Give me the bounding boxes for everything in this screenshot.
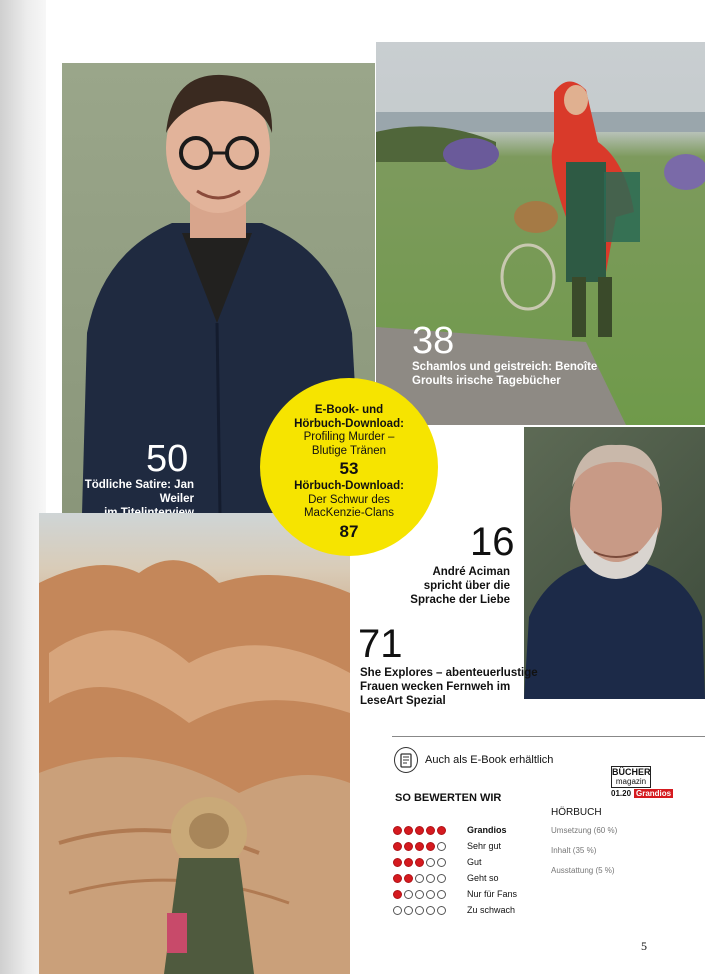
rating-dot-filled-icon [393, 858, 402, 867]
rating-dot-empty-icon [415, 906, 424, 915]
rating-row [393, 871, 448, 886]
rating-dot-filled-icon [404, 826, 413, 835]
hoerbuch-criterion: Ausstattung (5 %) [551, 866, 615, 875]
rating-dot-filled-icon [437, 826, 446, 835]
ebook-icon [394, 747, 418, 773]
explores-caption-line2: Frauen wecken Fernweh im [360, 681, 511, 693]
rating-dot-empty-icon [437, 874, 446, 883]
rating-label: Geht so [467, 873, 499, 883]
rating-label: Grandios [467, 825, 507, 835]
bubble-line3: Profiling Murder – [303, 431, 395, 443]
rating-dot-empty-icon [437, 906, 446, 915]
rating-dot-empty-icon [404, 890, 413, 899]
rating-dot-filled-icon [426, 826, 435, 835]
groult-page-number: 38 [412, 320, 455, 362]
rating-dot-filled-icon [426, 842, 435, 851]
weiler-caption-line1: Tödliche Satire: Jan Weiler [84, 479, 194, 505]
rating-dot-filled-icon [415, 842, 424, 851]
photo-andre-aciman [524, 427, 705, 699]
bubble-line7: MacKenzie-Clans [303, 507, 395, 519]
groult-caption [412, 360, 597, 388]
rating-dot-filled-icon [393, 874, 402, 883]
hoerbuch-criterion: Inhalt (35 %) [551, 846, 597, 855]
logo-badge: Grandios [636, 789, 672, 798]
ebook-available-text: Auch als E-Book erhältlich [425, 754, 554, 766]
explores-caption [360, 666, 538, 708]
bubble-page-number-2: 87 [339, 521, 359, 541]
rating-dot-empty-icon [404, 906, 413, 915]
desert-illustration [39, 513, 350, 974]
rating-dot-filled-icon [404, 842, 413, 851]
aciman-caption [380, 565, 510, 607]
rating-dot-empty-icon [437, 890, 446, 899]
rating-label: Nur für Fans [467, 889, 518, 899]
rating-dot-filled-icon [393, 842, 402, 851]
buecher-magazin-logo [611, 766, 651, 788]
rating-dot-empty-icon [426, 858, 435, 867]
logo-issue: 01.20 [611, 789, 632, 798]
aciman-caption-line2: spricht über die [423, 580, 510, 592]
legend-divider [392, 736, 705, 737]
rating-row [393, 887, 448, 902]
bubble-line1: E-Book- und [314, 404, 384, 416]
rating-dot-empty-icon [426, 890, 435, 899]
logo-mid-text: magazin [615, 777, 647, 786]
bubble-line2: Hörbuch-Download: [294, 417, 404, 430]
rating-dot-empty-icon [393, 906, 402, 915]
groult-caption-line2: Groults irische Tagebücher [412, 375, 561, 387]
rating-dot-filled-icon [404, 874, 413, 883]
rating-label: Zu schwach [467, 905, 516, 915]
aciman-caption-line3: Sprache der Liebe [410, 594, 510, 606]
explores-caption-line3: LeseArt Spezial [360, 695, 446, 707]
photo-desert-explorer [39, 513, 350, 974]
hoerbuch-heading: HÖRBUCH [551, 807, 602, 818]
rating-dot-filled-icon [415, 858, 424, 867]
rating-label: Gut [467, 857, 482, 867]
rating-dot-filled-icon [404, 858, 413, 867]
bubble-line5: Hörbuch-Download: [294, 480, 404, 492]
explores-caption-line1: She Explores – abenteuerlustige [360, 667, 538, 679]
rating-dot-empty-icon [415, 874, 424, 883]
aciman-page-number: 16 [470, 520, 515, 564]
weiler-page-number: 50 [146, 438, 189, 480]
logo-top-text: BÜCHER [612, 767, 651, 777]
aciman-caption-line1: André Aciman [432, 566, 510, 578]
download-bubble [260, 378, 438, 556]
rating-row [393, 855, 448, 870]
hoerbuch-criterion: Umsetzung (60 %) [551, 826, 618, 835]
rating-label: Sehr gut [467, 841, 502, 851]
rating-dot-empty-icon [437, 858, 446, 867]
rating-dot-empty-icon [415, 890, 424, 899]
aciman-portrait-illustration [524, 427, 705, 699]
rating-row [393, 823, 448, 838]
rating-dot-empty-icon [426, 874, 435, 883]
rating-row [393, 839, 448, 854]
rating-heading: SO BEWERTEN WIR [395, 792, 502, 804]
rating-dot-empty-icon [426, 906, 435, 915]
bubble-page-number-1: 53 [339, 459, 359, 478]
explores-page-number: 71 [358, 622, 403, 666]
rating-dot-empty-icon [437, 842, 446, 851]
rating-dot-filled-icon [393, 826, 402, 835]
bubble-line6: Der Schwur des [308, 493, 390, 506]
rating-dot-filled-icon [393, 890, 402, 899]
rating-row [393, 903, 448, 918]
page-number: 5 [641, 939, 647, 953]
rating-dot-filled-icon [415, 826, 424, 835]
groult-caption-line1: Schamlos und geistreich: Benoîte [412, 361, 598, 373]
bubble-line4: Blutige Tränen [311, 444, 387, 457]
